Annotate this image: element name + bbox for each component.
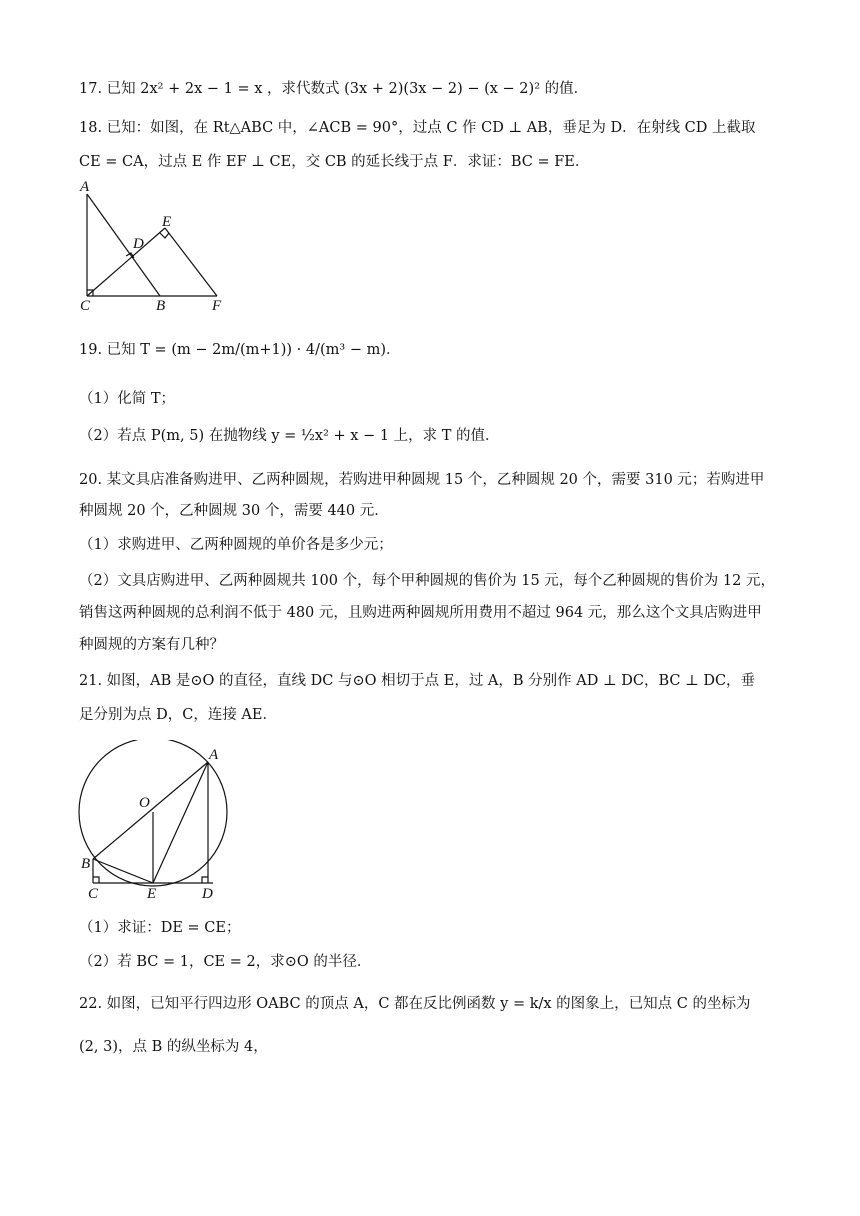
figure-18-triangle [76,180,236,314]
p20-q2-line1: （2）文具店购进甲、乙两种圆规共 100 个，每个甲种圆规的售价为 15 元，每个乙种圆规的售价为 12 元， [79,573,775,589]
fig21-label-D: D [202,886,213,902]
fig18-label-E: E [162,214,172,230]
p20-line2: 种圆规 20 个，乙种圆规 30 个，需要 440 元． [79,503,389,519]
p21-line1: 21. 如图，AB 是⊙O 的直径，直线 DC 与⊙O 相切于点 E，过 A，B 分别作 AD ⊥ DC，BC ⊥ DC，垂 [79,673,756,689]
p19-q2: （2）若点 P(m, 5) 在抛物线 y = ½x² + x − 1 上，求 T 的值． [79,428,500,444]
fig18-label-A: A [80,180,90,195]
figure-21-circle [76,740,236,904]
p20-q2-line3: 种圆规的方案有几种？ [79,637,224,653]
fig21-label-A: A [209,747,219,763]
fig18-label-C: C [80,298,91,314]
p20-q2-line2: 销售这两种圆规的总利润不低于 480 元，且购进两种圆规所用费用不超过 964 元，那么这个文具店购进甲 [79,605,762,621]
fig21-label-B: B [81,856,91,872]
p22-line1: 22. 如图，已知平行四边形 OABC 的顶点 A，C 都在反比例函数 y = k/x 的图象上，已知点 C 的坐标为 [79,996,751,1012]
p21-q2: （2）若 BC = 1，CE = 2，求⊙O 的半径． [79,954,372,970]
p18-line1: 18. 已知：如图，在 Rt△ABC 中，∠ACB = 90°，过点 C 作 CD ⊥ AB，垂足为 D．在射线 CD 上截取 [79,120,756,136]
fig18-label-D: D [133,236,144,252]
fig18-label-F: F [212,298,222,314]
fig21-label-C: C [88,886,99,902]
p18-line2: CE = CA，过点 E 作 EF ⊥ CE，交 CB 的延长线于点 F．求证：BC = FE． [79,154,590,170]
fig21-label-O: O [139,795,150,811]
fig21-label-E: E [147,886,157,902]
fig18-label-B: B [156,298,166,314]
p17-text: 17. 已知 2x² + 2x − 1 = x ，求代数式 (3x + 2)(3x − 2) − (x − 2)² 的值． [79,81,589,97]
p19-text: 19. 已知 T = (m − 2m/(m+1)) · 4/(m³ − m)． [79,342,401,358]
p20-line1: 20. 某文具店准备购进甲、乙两种圆规，若购进甲种圆规 15 个，乙种圆规 20 个，需要 310 元；若购进甲 [79,472,765,488]
p20-q1: （1）求购进甲、乙两种圆规的单价各是多少元； [79,537,393,553]
p19-q1: （1）化简 T； [79,391,176,407]
p22-line2: (2, 3)，点 B 的纵坐标为 4， [79,1039,268,1055]
p21-q1: （1）求证：DE = CE； [79,920,241,936]
p21-line2: 足分别为点 D，C，连接 AE． [79,707,277,723]
